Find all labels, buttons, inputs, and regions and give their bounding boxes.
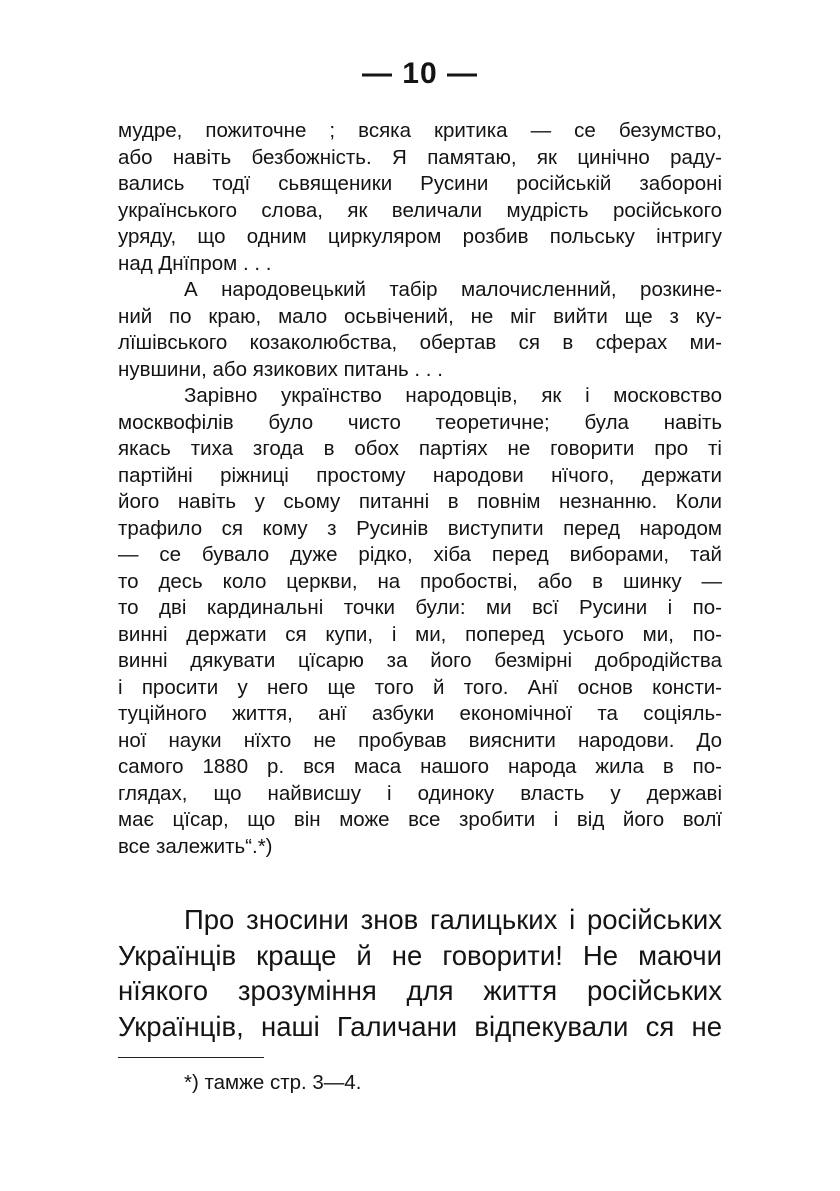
text-line: Українців краще й не говорити! Не маючи [118,939,722,971]
text-line: нїякого зрозуміння для життя російських [118,975,722,1006]
text-line: москвофілів було чисто теоретичне; була навіть [118,410,722,434]
text-line: над Днїпром . . . [118,251,272,275]
text-line: Українців, наші Галичани відпекували ся не [118,1010,722,1042]
text-line: ної науки нїхто не пробував вияснити народови. До [118,728,722,752]
text-line: вались тодї сьвященики Русини російській забороні [118,172,722,195]
text-line: туційного життя, анї азбуки економічної та соціяль- [118,702,722,725]
large-text-block [118,902,722,1044]
text-line: ний по краю, мало осьвічений, не міг вийти ще з ку- [118,304,722,328]
text-line: Зарівно українство народовців, як і московство [184,384,722,407]
text-line: самого 1880 р. вся маса нашого народа жила в по- [118,755,722,778]
footnote-divider [118,1057,264,1058]
text-line: глядах, що найвисшу і одиноку власть у державі [118,781,722,805]
text-line: то десь коло церкви, на пробостві, або в шинку — [118,569,722,593]
text-line: українського слова, як величали мудрість російського [118,198,722,222]
text-line: — се бувало дуже рідко, хіба перед виборами, тай [118,543,722,566]
text-line: то дві кардинальні точки були: ми всї Русини і по- [118,596,722,619]
footnote: *) тамже стр. 3—4. [184,1071,362,1094]
text-line: Про зносини знов галицьких і російських [184,904,722,935]
text-line: винні дякувати цїсарю за його безмірні добродійства [118,649,722,672]
text-line: трафило ся кому з Русинів виступити перед народом [118,516,722,540]
text-line: лїшівського козаколюбства, обертав ся в сферах ми- [118,331,722,354]
text-line: має цїсар, що він може все зробити і від його волї [118,808,722,831]
text-line: якась тиха згода в обох партіях не говорити про ті [118,437,722,460]
text-line: мудре, пожиточне ; всяка критика — се безумство, [118,119,722,142]
main-text-block [118,118,722,860]
text-line: все залежить“.*) [118,834,273,858]
text-line: уряду, що одним циркуляром розбив польську інтригу [118,225,722,248]
text-line: партійні ріжниці простому народови нїчого, держати [118,463,722,487]
text-line: і просити у него ще того й того. Анї основ консти- [118,675,722,699]
text-line: А народовецький табір малочисленний, розкине- [184,278,722,301]
text-line: його навіть у сьому питанні в повнім незнанню. Коли [118,490,722,513]
text-line: нувшини, або язикових питань . . . [118,357,443,381]
page-number: — 10 — [361,57,479,90]
text-line: винні держати ся купи, і ми, поперед усього ми, по- [118,622,722,646]
text-line: або навіть безбожність. Я памятаю, як цинічно раду- [118,145,722,169]
